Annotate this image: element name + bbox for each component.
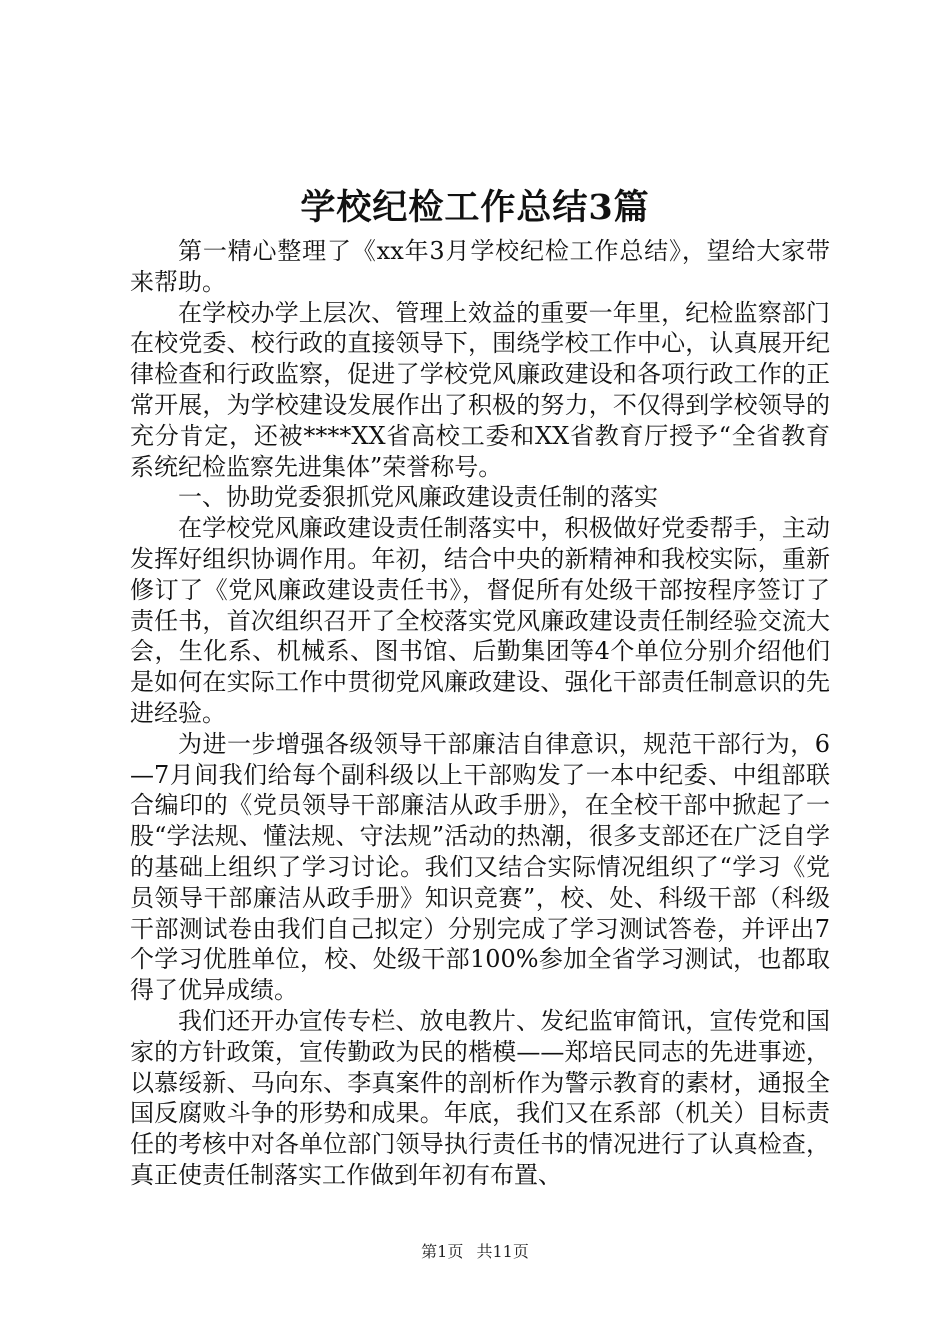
- paragraph-intro: 第一精心整理了《xx年3月学校纪检工作总结》，望给大家带来帮助。: [130, 237, 830, 296]
- section-heading-1: 一、协助党委狠抓党风廉政建设责任制的落实: [178, 483, 658, 512]
- page-footer: [0, 1240, 950, 1264]
- page-number: 第1页: [421, 1242, 464, 1261]
- page-total: 共11页: [476, 1242, 529, 1261]
- paragraph-responsibility: 在学校党风廉政建设责任制落实中，积极做好党委帮手，主动发挥好组织协调作用。年初，结合中央的新精神和我校实际，重新修订了《党风廉政建设责任书》，督促所有处级干部按程序签订了责任书，首次组织召开了全校落实党风廉政建设责任制经验交流大会，生化系、机械系、图书馆、后勤集团等4个单位分别介绍他们是如何在实际工作中贯彻党风廉政建设、强化干部责任制意识的先进经验。: [130, 514, 830, 727]
- document-body: [130, 236, 830, 1191]
- paragraph-self-discipline: 为进一步增强各级领导干部廉洁自律意识，规范干部行为，6—7月间我们给每个副科级以上干部购发了一本中纪委、中组部联合编印的《党员领导干部廉洁从政手册》，在全校干部中掀起了一股“学法规、懂法规、守法规”活动的热潮，很多支部还在广泛自学的基础上组织了学习讨论。我们又结合实际情况组织了“学习《党员领导干部廉洁从政手册》知识竞赛”，校、处、科级干部（科级干部测试卷由我们自己拟定）分别完成了学习测试答卷，并评出7个学习优胜单位，校、处级干部100%参加全省学习测试，也都取得了优异成绩。: [130, 729, 830, 1005]
- document-title: 学校纪检工作总结3篇: [300, 187, 650, 228]
- paragraph-overview: 在学校办学上层次、管理上效益的重要一年里，纪检监察部门在校党委、校行政的直接领导下，围绕学校工作中心，认真展开纪律检查和行政监察，促进了学校党风廉政建设和各项行政工作的正常开展，为学校建设发展作出了积极的努力，不仅得到学校领导的充分肯定，还被****XX省高校工委和XX省教育厅授予“全省教育系统纪检监察先进集体”荣誉称号。: [130, 298, 830, 481]
- paragraph-publicity: 我们还开办宣传专栏、放电教片、发纪监审简讯，宣传党和国家的方针政策，宣传勤政为民的楷模——郑培民同志的先进事迹，以慕绥新、马向东、李真案件的剖析作为警示教育的素材，通报全国反腐败斗争的形势和成果。年底，我们又在系部（机关）目标责任的考核中对各单位部门领导执行责任书的情况进行了认真检查，真正使责任制落实工作做到年初有布置、: [130, 1006, 830, 1189]
